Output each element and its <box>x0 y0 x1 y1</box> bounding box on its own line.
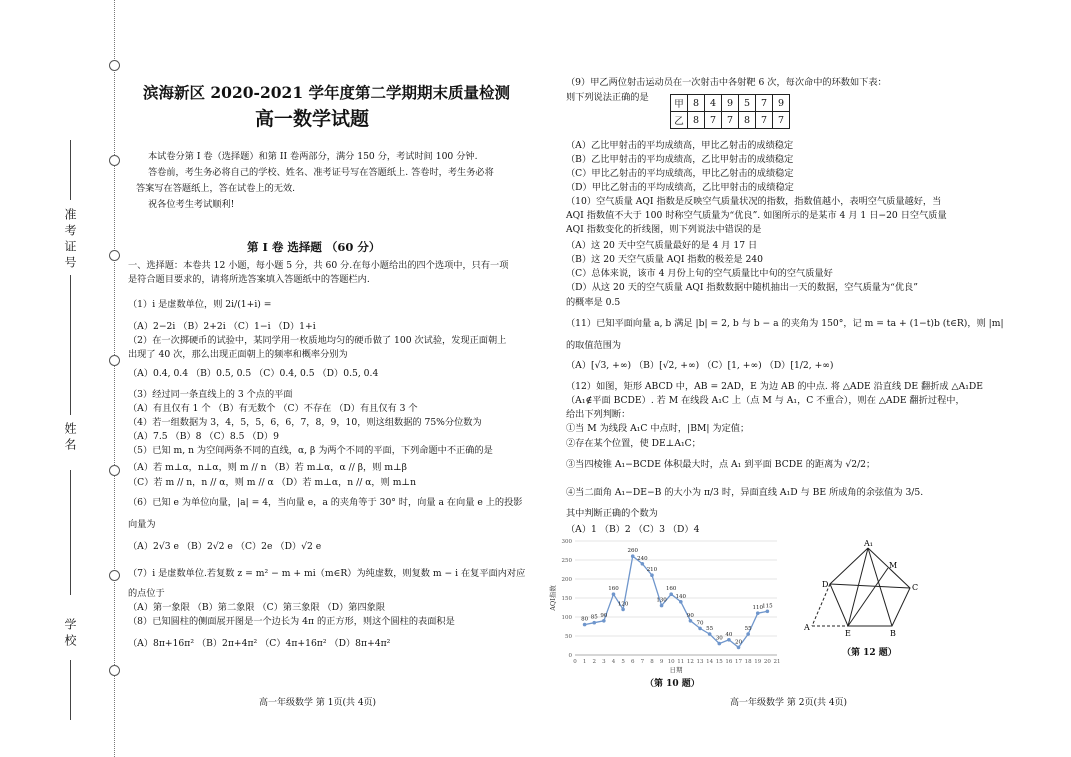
data-label: 140 <box>675 593 687 600</box>
data-label: 130 <box>656 597 667 604</box>
question-line: ②存在某个位置，使 DE⊥A₁C； <box>566 438 701 449</box>
label-a1: A₁ <box>864 539 873 548</box>
question-line: （2）在一次掷硬币的试验中，某同学用一枚质地均匀的硬币做了 100 次试验，发现正面朝上 <box>128 335 507 346</box>
data-point <box>602 619 606 623</box>
question-line: （A）第一象限 （B）第二象限 （C）第三象限 （D）第四象限 <box>128 602 386 613</box>
x-tick-label: 21 <box>773 659 781 665</box>
question-line: （7）i 是虚数单位.若复数 z = m² − m + mi（m∈R）为纯虚数，则复数 m − i 在复平面内对应 <box>128 568 526 579</box>
x-tick-label: 18 <box>744 659 752 665</box>
table-cell: 7 <box>722 112 739 129</box>
binding-hole <box>109 60 120 71</box>
question-line: （12）如图，矩形 ABCD 中，AB = 2AD，E 为边 AB 的中点. 将 △ADE 沿直线 DE 翻折成 △A₁DE <box>566 381 983 392</box>
table-cell: 7 <box>756 112 773 129</box>
x-tick-label: 4 <box>611 659 616 665</box>
x-tick-label: 13 <box>696 659 704 665</box>
table-cell: 8 <box>739 112 756 129</box>
data-label: 115 <box>762 603 773 610</box>
data-label: 30 <box>715 635 723 642</box>
x-tick-label: 17 <box>735 659 743 665</box>
footer-page-1: 高一年级数学 第 1页(共 4页) <box>259 698 377 708</box>
x-tick-label: 3 <box>602 659 606 665</box>
name-line[interactable] <box>70 470 71 595</box>
x-tick-label: 19 <box>754 659 762 665</box>
question-line: （3）经过同一条直线上的 3 个点的平面 <box>128 389 293 400</box>
question-line: （6）已知 e 为单位向量，|a| = 4，当向量 e，a 的夹角等于 30° 时，向量 a 在向量 e 上的投影 <box>128 497 523 508</box>
question-line: （D）甲比乙射击的平均成绩高，乙比甲射击的成绩稳定 <box>566 182 794 193</box>
q9-stem: （9）甲乙两位射击运动员在一次射击中各射靶 6 次，每次命中的环数如下表： <box>566 77 887 88</box>
instructions-line: 一、选择题：本卷共 12 小题，每小题 5 分，共 60 分.在每小题给出的四个选项中，只有一项 <box>128 260 509 271</box>
data-point <box>717 642 721 646</box>
data-label: 160 <box>608 586 619 593</box>
data-point <box>583 623 587 627</box>
question-line: 的点位于 <box>128 588 165 599</box>
table-cell: 7 <box>756 95 773 112</box>
data-point <box>756 611 760 615</box>
data-point <box>621 608 625 612</box>
data-point <box>766 610 770 614</box>
data-label: 85 <box>590 614 598 621</box>
question-line: （C）甲比乙射击的平均成绩高，甲比乙射击的成绩稳定 <box>566 168 794 179</box>
q9-score-table <box>670 94 790 129</box>
x-tick-label: 0 <box>573 659 577 665</box>
binding-hole <box>109 570 120 581</box>
data-label: 55 <box>744 626 752 633</box>
data-label: 210 <box>646 567 658 574</box>
binding-hole <box>109 465 120 476</box>
intro-line: 答案写在答题纸上，答在试卷上的无效. <box>136 183 296 194</box>
x-axis-label: 日期 <box>669 666 683 674</box>
label-d: D <box>822 580 829 589</box>
footer-page-2: 高一年级数学 第 2页(共 4页) <box>730 698 848 708</box>
figure-edge <box>830 584 910 588</box>
x-tick-label: 9 <box>659 659 664 665</box>
question-line: ①当 M 为线段 A₁C 中点时，|BM| 为定值； <box>566 423 750 434</box>
row-name: 甲 <box>671 95 688 112</box>
question-line: （C）总体来说，该市 4 月份上旬的空气质量比中旬的空气质量好 <box>566 268 833 279</box>
question-line: （A）有且仅有 1 个 （B）有无数个 （C）不存在 （D）有且仅有 3 个 <box>128 403 418 414</box>
data-label: 70 <box>696 620 704 627</box>
instructions-line: 是符合题目要求的，请将所选答案填入答题纸中的答题栏内. <box>128 274 370 285</box>
x-tick-label: 5 <box>621 659 625 665</box>
y-tick-label: 50 <box>565 634 572 640</box>
x-tick-label: 15 <box>715 659 723 665</box>
exam-title: 滨海新区 2020-2021 学年度第二学期期末质量检测 <box>143 83 511 102</box>
data-point <box>641 562 645 566</box>
x-tick-label: 10 <box>667 659 675 665</box>
data-point <box>612 592 616 596</box>
question-line: （5）已知 m, n 为空间两条不同的直线，α, β 为两个不同的平面，下列命题中不正确的是 <box>128 445 493 456</box>
data-point <box>650 573 654 577</box>
question-line: 的取值范围为 <box>566 340 622 351</box>
table-cell: 9 <box>773 95 790 112</box>
question-line: 其中判断正确的个数为 <box>566 508 658 519</box>
x-tick-label: 14 <box>706 659 714 665</box>
question-line: （A）这 20 天中空气质量最好的是 4 月 17 日 <box>566 240 758 251</box>
table-cell: 5 <box>739 95 756 112</box>
question-line: （A）2−2i （B）2+2i （C）1−i （D）1+i <box>128 321 316 332</box>
question-line: （A₁∉平面 BCDE）. 若 M 在线段 A₁C 上（点 M 与 A₁，C 不重合），则在 △ADE 翻折过程中， <box>566 395 965 406</box>
binding-hole <box>109 355 120 366</box>
exam-subtitle: 高一数学试题 <box>255 108 370 130</box>
y-tick-label: 150 <box>561 596 572 602</box>
y-tick-label: 100 <box>561 615 572 621</box>
data-label: 160 <box>665 586 677 593</box>
section-title: 第 I 卷 选择题 （60 分） <box>247 240 381 254</box>
label-school: 学校 <box>63 618 77 650</box>
question-line: （D）从这 20 天的空气质量 AQI 指数数据中随机抽出一天的数据，空气质量为“优良” <box>566 282 918 293</box>
data-point <box>669 592 673 596</box>
label-m: M <box>889 561 898 570</box>
table-cell: 4 <box>705 95 722 112</box>
question-line: （A）1 （B）2 （C）3 （D）4 <box>566 524 700 535</box>
y-axis-label: AQI指数 <box>549 585 557 611</box>
series-line <box>585 556 768 647</box>
question-line: （4）若一组数据为 3，4，5，5，6，6，7，8，9，10，则这组数据的 75%分位数为 <box>128 417 482 428</box>
question-line: 给出下列判断： <box>566 409 631 420</box>
figure-edge <box>848 548 868 626</box>
x-tick-label: 16 <box>725 659 733 665</box>
question-line: （1）i 是虚数单位，则 2i/(1+i) = <box>128 299 272 310</box>
data-label: 240 <box>637 555 648 562</box>
label-a: A <box>804 623 810 632</box>
question-line: （B）乙比甲射击的平均成绩高，乙比甲射击的成绩稳定 <box>566 154 794 165</box>
label-c: C <box>912 583 919 592</box>
figure-edge <box>848 568 888 626</box>
binding-margin <box>0 0 128 757</box>
data-label: 20 <box>735 639 743 646</box>
exam-number-line[interactable] <box>70 140 71 200</box>
data-label: 90 <box>600 612 608 619</box>
data-point <box>631 554 635 558</box>
intro-line: 本试卷分第 I 卷（选择题）和第 II 卷两部分，满分 150 分，考试时间 100 分钟. <box>148 151 478 162</box>
binding-hole <box>109 155 120 166</box>
q9-stem-2: 则下列说法正确的是 <box>566 92 649 103</box>
x-tick-label: 1 <box>582 659 587 665</box>
binding-hole <box>109 250 120 261</box>
y-tick-label: 250 <box>561 558 572 564</box>
data-point <box>746 632 750 636</box>
data-point <box>689 619 693 623</box>
question-line: （A）2√3 e （B）2√2 e （C）2e （D）√2 e <box>128 541 322 552</box>
data-point <box>679 600 683 604</box>
school-line[interactable] <box>70 660 71 720</box>
question-line: 的概率是 0.5 <box>566 297 621 308</box>
question-line: ④当二面角 A₁−DE−B 的大小为 π/3 时，异面直线 A₁D 与 BE 所成角的余弦值为 3/5. <box>566 487 924 498</box>
question-line: 出现了 40 次，那么出现正面朝上的频率和概率分别为 <box>128 349 348 360</box>
caption-q12: （第 12 题） <box>842 648 897 658</box>
data-label: 90 <box>686 612 694 619</box>
table-cell: 9 <box>722 95 739 112</box>
table-cell: 8 <box>688 95 705 112</box>
x-tick-label: 2 <box>592 659 596 665</box>
y-tick-label: 200 <box>561 577 572 583</box>
intro-line: 祝各位考生考试顺利! <box>148 199 235 210</box>
question-line: （B）这 20 天空气质量 AQI 指数的极差是 240 <box>566 254 764 265</box>
question-line: （A）8π+16π² （B）2π+4π² （C）4π+16π² （D）8π+4π² <box>128 638 391 649</box>
question-line: （A）0.4, 0.4 （B）0.5, 0.5 （C）0.4, 0.5 （D）0.5, 0.4 <box>128 368 379 379</box>
data-point <box>708 632 712 636</box>
binding-dotted-line <box>114 0 115 757</box>
label-name: 姓名 <box>63 422 77 454</box>
data-label: 55 <box>706 626 714 633</box>
question-line: （10）空气质量 AQI 指数是反映空气质量状况的指数，指数值越小，表明空气质量越好，当 <box>566 196 942 207</box>
question-line: （A）乙比甲射击的平均成绩高，甲比乙射击的成绩稳定 <box>566 140 794 151</box>
figure-dashed-edge <box>812 584 830 626</box>
data-point <box>592 621 596 625</box>
data-label: 80 <box>581 616 589 623</box>
x-tick-label: 20 <box>763 659 771 665</box>
y-tick-label: 300 <box>561 539 572 545</box>
question-line: （A）7.5 （B）8 （C）8.5 （D）9 <box>128 431 279 442</box>
question-line: AQI 指数变化的折线图，则下列说法中错误的是 <box>566 224 762 235</box>
data-label: 40 <box>725 631 733 638</box>
question-line: AQI 指数值不大于 100 时称空气质量为“优良”. 如图所示的是某市 4 月 1 日−20 日空气质量 <box>566 210 947 221</box>
caption-q10: （第 10 题） <box>645 679 700 689</box>
table-cell: 7 <box>773 112 790 129</box>
x-tick-label: 8 <box>650 659 654 665</box>
table-row <box>671 112 790 129</box>
question-line: （8）已知圆柱的侧面展开图是一个边长为 4π 的正方形，则这个圆柱的表面积是 <box>128 616 455 627</box>
table-cell: 7 <box>705 112 722 129</box>
data-point <box>698 627 702 631</box>
data-label: 110 <box>752 605 764 612</box>
data-label: 260 <box>627 548 638 555</box>
table-row <box>671 95 790 112</box>
label-exam-number: 准考证号 <box>63 208 77 272</box>
x-tick-label: 6 <box>630 659 635 665</box>
question-line: （A）[√3, +∞) （B）[√2, +∞) （C）[1, +∞) （D）[1/2, +∞) <box>566 360 834 371</box>
label-e: E <box>845 629 851 638</box>
y-tick-label: 0 <box>568 653 572 659</box>
binding-hole <box>109 665 120 676</box>
label-b: B <box>890 629 896 638</box>
question-line: 向量为 <box>128 519 156 530</box>
question-line: （11）已知平面向量 a, b 满足 |b| = 2, b 与 b − a 的夹角为 150°，记 m = ta + (1−t)b (t∈R)，则 |m| <box>566 318 1004 329</box>
x-tick-label: 7 <box>640 659 645 665</box>
exam-number-line-lower[interactable] <box>70 275 71 415</box>
intro-line: 答卷前，考生务必将自己的学校、姓名、准考证号写在答题纸上. 答卷时，考生务必将 <box>148 167 494 178</box>
data-point <box>727 638 731 642</box>
data-label: 120 <box>617 601 629 608</box>
data-point <box>737 646 741 650</box>
question-line: （C）若 m // n，n // α，则 m // α （D）若 m⊥α，n // α，则 m⊥n <box>128 477 416 488</box>
data-point <box>660 604 664 608</box>
x-tick-label: 12 <box>686 659 694 665</box>
x-tick-label: 11 <box>677 659 685 665</box>
aqi-line-chart <box>545 535 785 675</box>
row-name: 乙 <box>671 112 688 129</box>
question-line: ③当四棱锥 A₁−BCDE 体积最大时，点 A₁ 到平面 BCDE 的距离为 √2/2； <box>566 459 876 470</box>
table-cell: 8 <box>688 112 705 129</box>
question-line: （A）若 m⊥α，n⊥α，则 m // n （B）若 m⊥α，α // β，则 m⊥β <box>128 462 407 473</box>
figure-q12 <box>800 538 920 643</box>
